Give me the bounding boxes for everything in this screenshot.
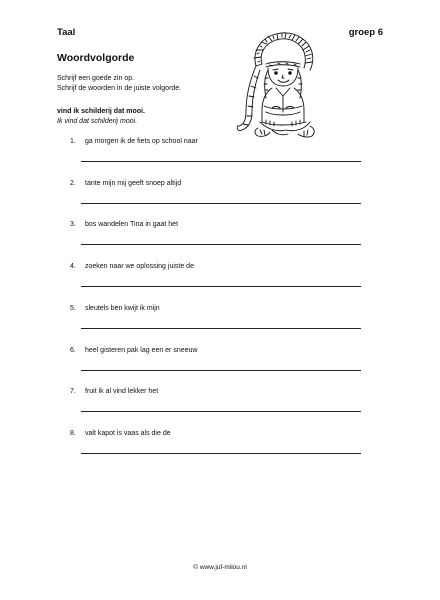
exercise-number: 1. (70, 138, 76, 145)
exercise-2 (70, 180, 370, 210)
answer-line (81, 203, 361, 204)
exercise-words: heel gisteren pak lag een er sneeuw (85, 347, 198, 354)
exercise-number: 6. (70, 347, 76, 354)
exercise-1 (70, 138, 370, 168)
exercise-number: 5. (70, 305, 76, 312)
answer-line (81, 453, 361, 454)
exercise-words: ga morgen ik de fiets op school naar (85, 138, 198, 145)
instruction-line-1: Schrijf een goede zin op. (57, 75, 135, 82)
worksheet-title: Woordvolgorde (57, 52, 135, 64)
example-answer: Ik vind dat schilderij mooi. (57, 118, 138, 125)
answer-line (81, 411, 361, 412)
exercise-5 (70, 305, 370, 335)
answer-line (81, 161, 361, 162)
exercise-words: fruit ik al vind lekker het (85, 388, 159, 395)
exercise-7 (70, 388, 370, 418)
footer-copyright: © www.juf-milou.nl (193, 564, 247, 571)
answer-line (81, 244, 361, 245)
exercise-words: tante mijn mij geeft snoep altijd (85, 180, 182, 187)
exercise-3 (70, 221, 370, 251)
example-question: vind ik schilderij dat mooi. (57, 108, 145, 115)
exercise-words: sleutels ben kwijt ik mijn (85, 305, 160, 312)
answer-line (81, 370, 361, 371)
native-american-child-icon (232, 26, 332, 144)
exercise-words: bos wandelen Tina in gaat het (85, 221, 179, 228)
exercise-number: 4. (70, 263, 76, 270)
subject-label: Taal (57, 27, 76, 38)
group-label: groep 6 (348, 27, 383, 38)
instruction-line-2: Schrijf de woorden in de juiste volgorde. (57, 85, 182, 92)
instructions (57, 74, 181, 94)
exercise-4 (70, 263, 370, 293)
answer-line (81, 328, 361, 329)
example-block (57, 107, 145, 127)
answer-line (81, 286, 361, 287)
exercise-8 (70, 430, 370, 460)
exercise-words: zoeken naar we oplossing juiste de (85, 263, 194, 270)
exercise-words: valt kapot is vaas als die de (85, 430, 171, 437)
exercise-6 (70, 347, 370, 377)
exercise-number: 8. (70, 430, 76, 437)
exercise-number: 3. (70, 221, 76, 228)
exercise-number: 7. (70, 388, 76, 395)
exercise-number: 2. (70, 180, 76, 187)
